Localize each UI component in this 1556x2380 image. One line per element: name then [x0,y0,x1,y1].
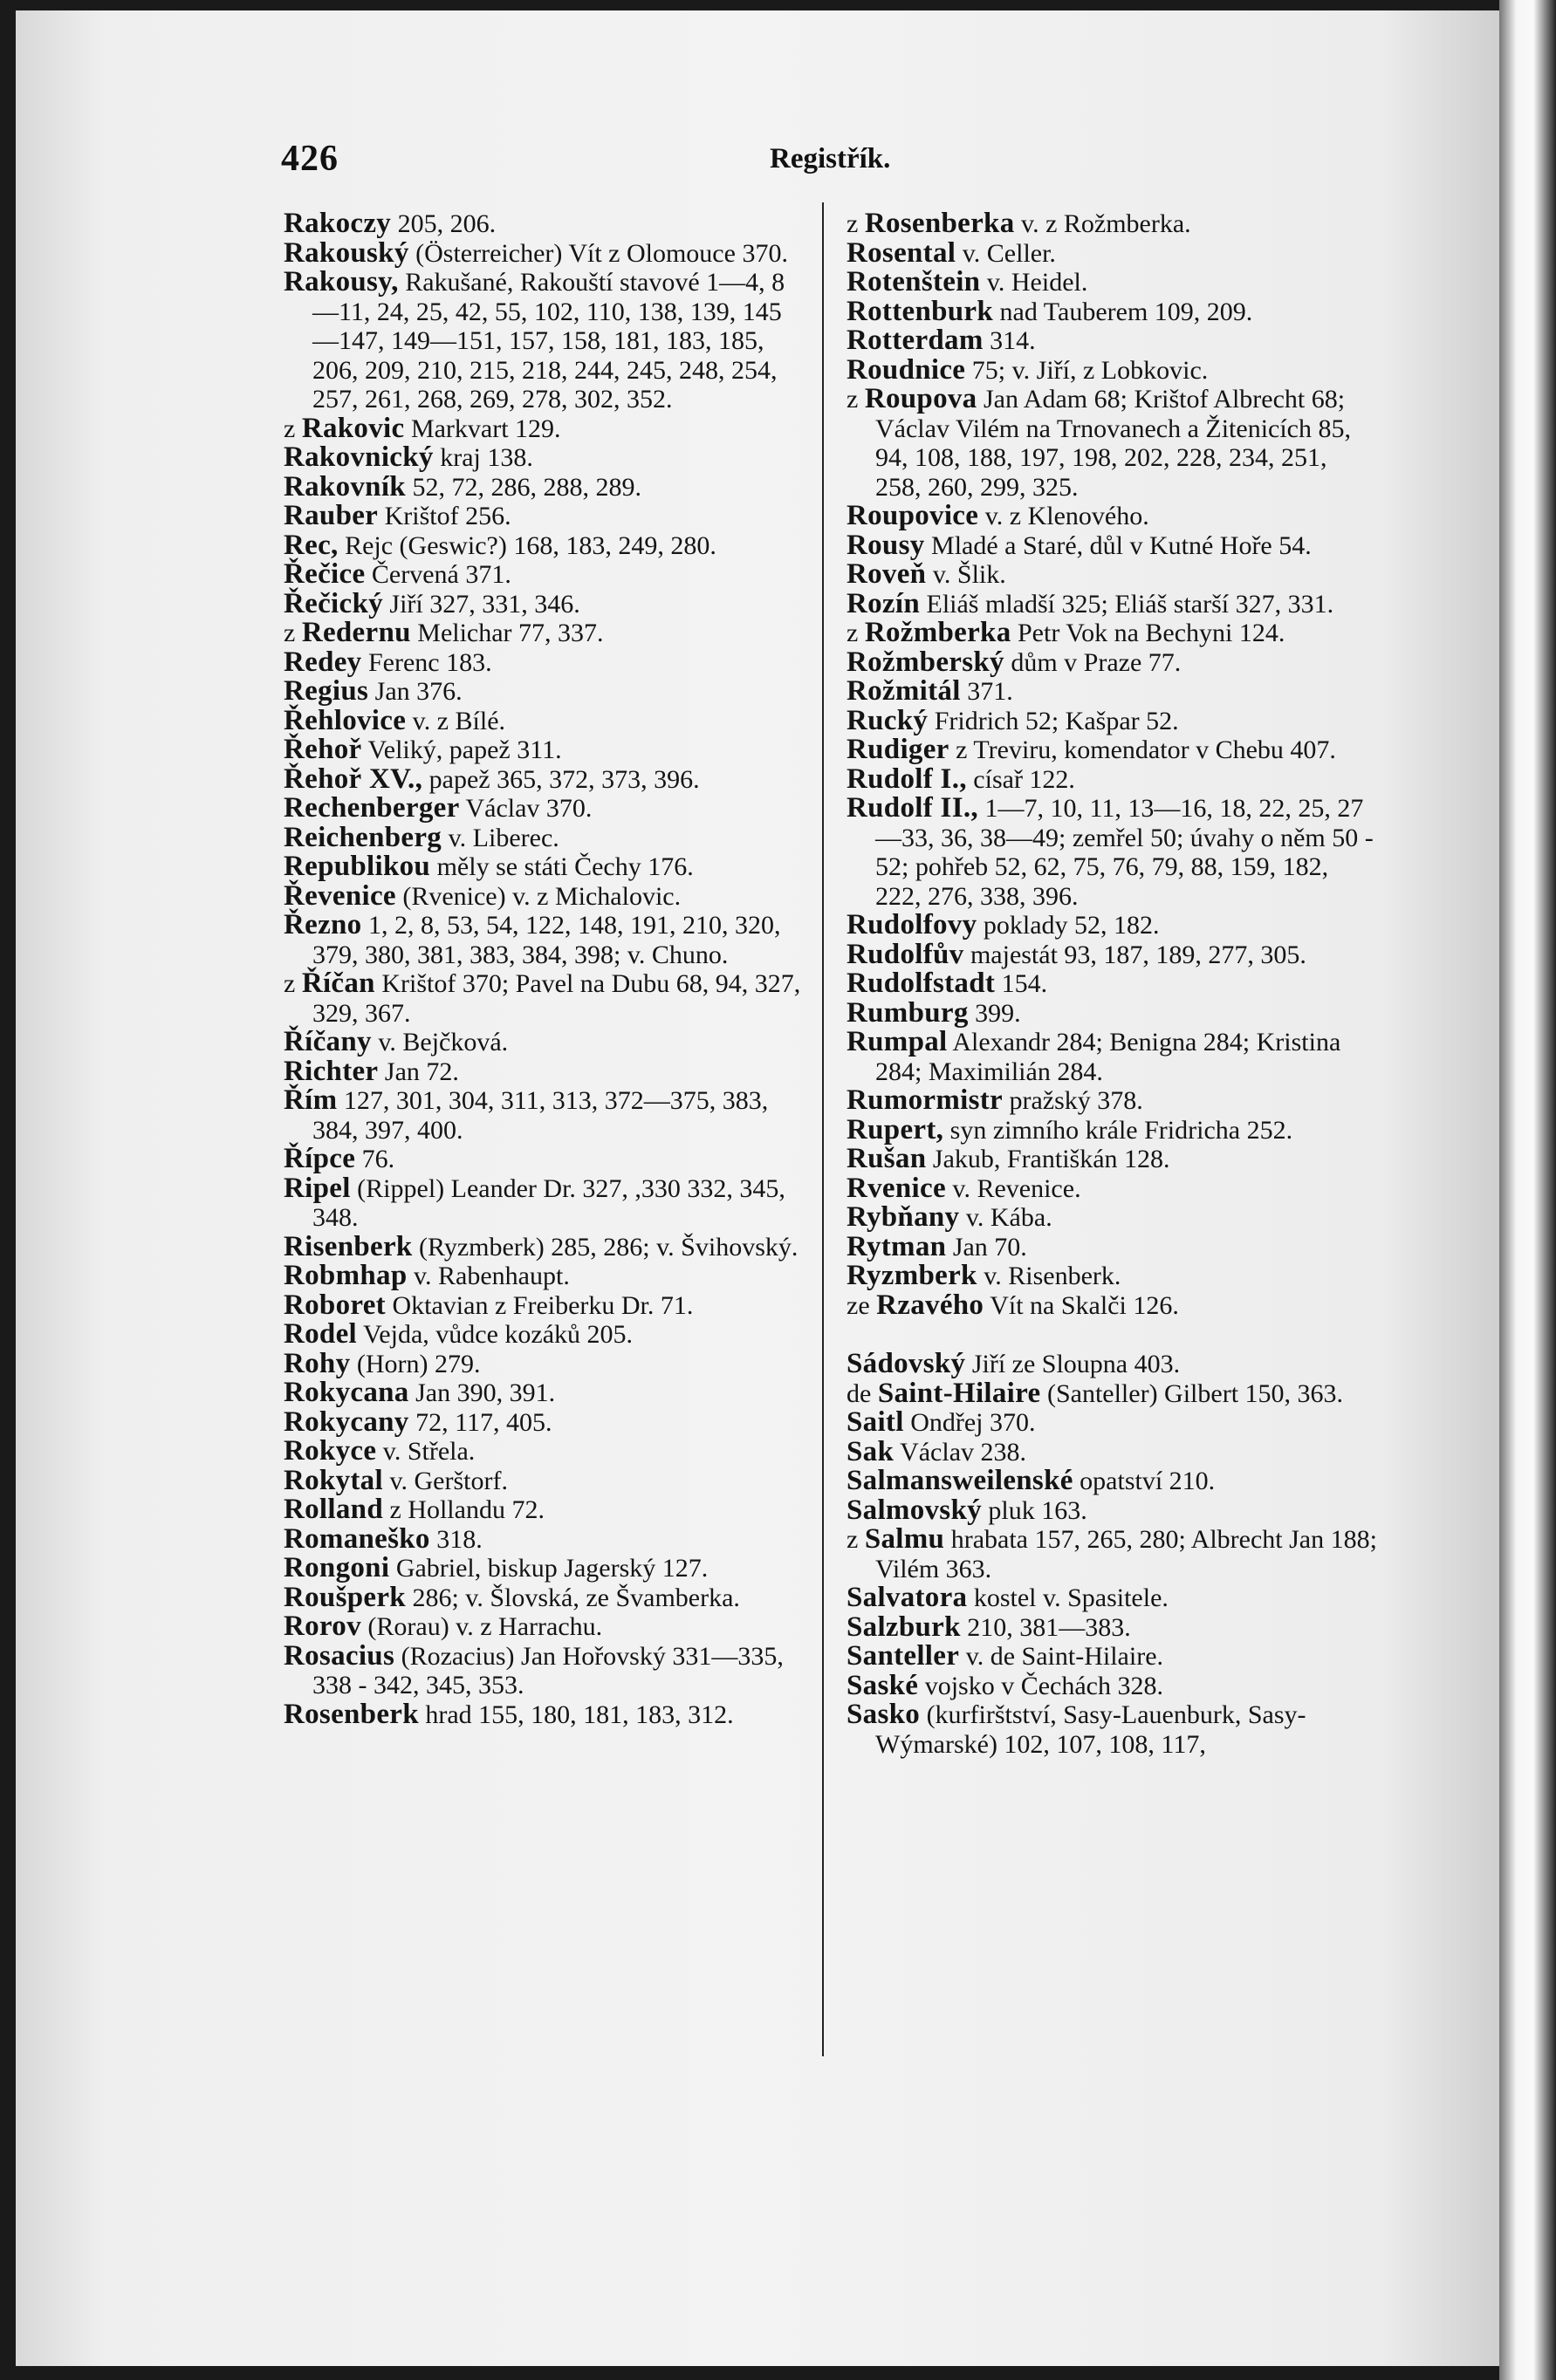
entry-references: v. Kába. [959,1203,1052,1232]
entry-headword: Rakoczy [284,208,392,239]
index-entry [847,560,1379,590]
index-entry [847,648,1379,678]
index-entry [847,1525,1379,1583]
index-entry [284,1554,807,1583]
entry-headword: Rakovic [301,412,405,444]
index-entry [284,1405,807,1438]
index-entry [284,1262,807,1291]
entry-headword: Rolland [284,1494,383,1525]
index-column-right [847,209,1379,1759]
entry-headword: Rožmitál [847,675,961,707]
entry-headword: Redernu [301,617,411,648]
entry-prefix: ze [847,1290,877,1320]
entry-headword: Říčan [301,968,375,999]
entry-headword: Rucký [847,704,929,736]
entry-headword: Salmansweilenské [847,1465,1073,1496]
index-entry [847,704,1379,736]
entry-references: vojsko v Čechách 328. [918,1671,1163,1700]
entry-headword: Saitl [847,1406,904,1438]
entry-headword: Říčany [284,1026,372,1057]
index-entry [284,1320,807,1350]
index-entry [847,209,1379,239]
index-entry [284,879,807,912]
entry-references: Veliký, papež 311. [361,735,562,764]
entry-prefix: z [847,619,865,647]
entry-references: Rakušané, Rakouští stavové 1—4, 8—11, 24, 25, 42, 55, 102, 110, 138, 139, 145—147, 149—151, 157, 158, 181, 183, 185, 206, 209, 210, 215, 218, 244, 245, 248, 254, 257, 261, 268, 269, 278, 302, 352. [312,268,785,414]
running-title: Registřík. [770,143,891,174]
entry-references: 154. [995,969,1048,998]
entry-headword: Salmu [864,1523,945,1555]
entry-references: Jakub, Františkán 128. [926,1145,1170,1173]
index-entry [284,268,807,414]
index-entry [847,996,1379,1029]
index-entry [284,414,807,444]
entry-headword: Saint-Hilaire [877,1377,1041,1409]
entry-headword: Řím [284,1084,338,1116]
index-entry [284,1174,807,1233]
index-entry [847,1350,1379,1379]
entry-references: 371. [960,677,1013,706]
entry-headword: Rechenberger [284,792,460,824]
entry-headword: Rotterdam [847,325,984,356]
entry-headword: Santeller [847,1640,960,1672]
index-entry [284,1230,807,1262]
entry-prefix: de [847,1378,878,1408]
index-column-left [284,209,807,1729]
entry-references: (Horn) 279. [350,1349,481,1378]
entry-headword: Rakouský [284,236,409,269]
index-entry [284,1700,807,1730]
entry-headword: Rakovník [284,470,406,503]
entry-references: (Rozacius) Jan Hořovský 331—335, 338 - 342, 345, 353. [312,1641,784,1700]
entry-references: pluk 163. [981,1495,1087,1525]
entry-headword: Rakousy, [284,266,399,298]
entry-prefix: z [284,969,302,998]
index-entry [847,1379,1379,1409]
entry-headword: Rumormistr [847,1084,1003,1116]
index-entry [284,704,807,736]
entry-headword: Risenberk [284,1230,413,1262]
entry-headword: Rec, [284,529,339,561]
entry-headword: Roupova [864,383,977,414]
entry-headword: Salzburk [847,1611,961,1643]
index-entry [847,735,1379,765]
index-entry [284,1639,807,1700]
entry-references: syn zimního krále Fridricha 252. [943,1115,1293,1145]
index-entry [847,1086,1379,1116]
index-entry [847,1642,1379,1672]
entry-headword: Sak [847,1435,895,1467]
entry-references: poklady 52, 182. [977,911,1160,940]
entry-headword: Roveň [847,558,927,590]
entry-references: 76. [355,1145,395,1173]
entry-references: Rejc (Geswic?) 168, 183, 249, 280. [338,530,716,560]
index-entry [284,1583,807,1613]
entry-references: (Rvenice) v. z Michalovic. [395,881,682,911]
index-entry [847,1145,1379,1174]
entry-references: císař 122. [966,764,1075,794]
entry-headword: Rousy [847,529,925,561]
index-entry [847,940,1379,970]
index-entry [847,531,1379,561]
index-entry [284,1145,807,1174]
index-entry [847,502,1379,531]
entry-references: (kurfirštství, Sasy-Lauenburk, Sasy-Wýmarské) 102, 107, 108, 117, [875,1700,1306,1759]
index-entry [847,1613,1379,1643]
entry-references: z Treviru, komendator v Chebu 407. [949,735,1336,764]
entry-references: (Österreicher) Vít z Olomouce 370. [408,238,788,268]
entry-references: v. z Rožmberka. [1014,209,1191,238]
index-entry [847,295,1379,327]
column-divider [822,202,824,2056]
entry-references: Fridrich 52; Kašpar 52. [928,706,1179,735]
scan-edge-strip [1499,0,1556,2380]
index-entry [284,1347,807,1379]
entry-headword: Rokytal [284,1464,383,1496]
index-entry [847,911,1379,940]
entry-headword: Rosenberka [864,208,1015,239]
entry-references: 318. [429,1524,483,1554]
entry-references: 399. [968,998,1021,1028]
entry-headword: Řečický [284,587,383,619]
index-entry [284,502,807,531]
entry-references: hrabata 157, 265, 280; Albrecht Jan 188; Vilém 363. [875,1525,1377,1583]
entry-headword: Ripel [284,1172,351,1204]
entry-headword: Roboret [284,1289,386,1321]
entry-headword: Romaneško [284,1522,430,1555]
entry-headword: Rumpal [847,1026,948,1057]
entry-references: 52, 72, 286, 288, 289. [405,472,641,502]
entry-headword: Rongoni [284,1552,390,1583]
entry-references: měly se státi Čechy 176. [430,852,694,881]
entry-headword: Řípce [284,1143,356,1174]
entry-headword: Rosental [847,236,956,269]
entry-headword: Rorov [284,1611,361,1642]
index-entry [284,236,807,269]
entry-references: Oktavian z Freiberku Dr. 71. [385,1290,694,1320]
entry-references: (Rippel) Leander Dr. 327, ,330 332, 345, 348. [312,1173,785,1232]
index-entry [847,765,1379,795]
entry-headword: Řehoř [284,734,362,765]
index-entry [284,1086,807,1145]
entry-references: Jiří ze Sloupna 403. [965,1350,1181,1378]
entry-headword: Robmhap [284,1260,408,1291]
entry-headword: Řehoř XV., [284,763,423,795]
index-entry [284,209,807,239]
entry-references: hrad 155, 180, 181, 183, 312. [418,1700,734,1729]
index-entry [284,794,807,824]
index-entry [847,1669,1379,1701]
index-entry [284,1437,807,1467]
entry-references: 205, 206. [391,209,497,238]
entry-references: Krištof 370; Pavel na Dubu 68, 94, 327, 329, 367. [312,969,801,1028]
entry-references: v. Liberec. [442,823,559,852]
index-entry [847,677,1379,707]
entry-references: (Ryzmberk) 285, 286; v. Švihovský. [412,1232,799,1262]
entry-headword: Rumburg [847,996,969,1029]
index-entry [847,1291,1379,1321]
index-entry [847,1203,1379,1233]
index-entry [847,1435,1379,1467]
entry-references: opatství 210. [1073,1467,1216,1495]
index-entry [284,969,807,1028]
entry-headword: Rottenburk [847,295,994,327]
entry-references: v. Heidel. [980,268,1088,297]
index-entry [847,1113,1379,1146]
entry-references: v. Bejčková. [371,1028,509,1057]
entry-headword: Řehlovice [284,704,407,736]
index-entry [847,326,1379,356]
index-entry [284,677,807,707]
index-entry [284,1522,807,1555]
entry-headword: Rudolf II., [847,792,978,824]
entry-references: v. Celler. [956,238,1056,268]
entry-references: 75; v. Jiří, z Lobkovic. [965,355,1209,385]
index-entry [847,969,1379,999]
entry-headword: Roupovice [847,500,979,531]
index-entry [847,1230,1379,1262]
index-entry [847,385,1379,502]
entry-references: v. Střela. [376,1437,476,1466]
entry-references: 72, 117, 405. [408,1407,552,1437]
entry-headword: Sasko [847,1699,921,1730]
entry-prefix: z [847,385,865,414]
entry-references: nad Tauberem 109, 209. [993,297,1253,326]
entry-headword: Regius [284,675,369,707]
entry-references: kraj 138. [433,443,533,472]
entry-headword: Republikou [284,851,431,882]
entry-references: Václav 238. [894,1437,1027,1467]
entry-references: Jan 390, 391. [408,1378,556,1407]
entry-references: Alexandr 284; Benigna 284; Kristina 284; Maximilián 284. [875,1028,1341,1086]
entry-references: v. Šlik. [926,560,1006,589]
entry-headword: Rokycana [284,1377,409,1408]
entry-references: pražský 378. [1002,1086,1143,1115]
index-entry [284,619,807,648]
entry-references: Jan 70. [946,1232,1027,1262]
page-header [281,138,1372,190]
entry-headword: Richter [284,1055,379,1087]
entry-references: 314. [983,326,1036,355]
index-entry [847,619,1379,648]
index-entry [284,1057,807,1087]
entry-headword: Rožmberka [864,617,1011,648]
entry-references: v. Gerštorf. [382,1466,508,1495]
entry-headword: Rudolfovy [847,909,977,940]
entry-headword: Rosacius [284,1639,395,1672]
index-entry [284,852,807,882]
entry-prefix: z [284,414,302,443]
entry-references: Krištof 256. [378,502,511,530]
entry-headword: Rudiger [847,734,949,765]
entry-references: v. Revenice. [945,1173,1081,1203]
index-entry [847,1262,1379,1291]
index-entry [284,1291,807,1321]
entry-headword: Rosenberk [284,1698,419,1730]
entry-references: v. Risenberk. [977,1262,1121,1290]
entry-headword: Salvatora [847,1582,968,1613]
entry-headword: Rvenice [847,1172,946,1204]
entry-headword: Reichenberg [284,821,442,853]
entry-headword: Redey [284,646,362,678]
entry-references: 286; v. Šlovská, ze Švamberka. [405,1583,740,1612]
index-entry [284,1028,807,1057]
entry-headword: Saské [847,1669,919,1701]
index-entry [284,911,807,969]
entry-headword: Rokyce [284,1435,377,1467]
entry-headword: Rauber [284,500,379,531]
entry-references: v. z Bílé. [406,706,506,735]
entry-headword: Rupert, [847,1113,944,1146]
entry-references: Vít na Skalči 126. [984,1290,1179,1320]
entry-headword: Roušperk [284,1581,406,1613]
entry-references: papež 365, 372, 373, 396. [422,764,700,794]
entry-references: v. Rabenhaupt. [407,1262,570,1290]
entry-references: 210, 381—383. [960,1612,1131,1642]
entry-headword: Rokycany [284,1405,409,1438]
entry-headword: Rudolfstadt [847,968,996,999]
entry-headword: Rodel [284,1318,357,1350]
entry-headword: Rozín [847,587,920,619]
index-entry [284,587,807,619]
section-gap [847,1320,1379,1350]
index-entry [847,236,1379,269]
index-entry [847,1583,1379,1613]
index-entry [284,765,807,795]
entry-headword: Rotenštein [847,266,981,298]
entry-references: majestát 93, 187, 189, 277, 305. [963,940,1306,969]
index-entry [284,735,807,765]
entry-references: 127, 301, 304, 311, 313, 372—375, 383, 384, 397, 400. [312,1086,769,1145]
entry-references: Jiří 327, 331, 346. [382,589,580,619]
entry-references: Jan Adam 68; Krištof Albrecht 68; Václav Vilém na Trnovanech a Žitenicích 85, 94, 108, 188, 197, 198, 202, 228, 234, 251, 258, 260, 299, 325. [875,385,1351,502]
entry-headword: Řečice [284,558,366,590]
index-entry [284,1464,807,1496]
index-entry [847,1496,1379,1526]
entry-headword: Sádovský [847,1348,966,1379]
index-entry [284,443,807,473]
entry-headword: Salmovský [847,1494,982,1526]
entry-references: Ferenc 183. [361,647,492,677]
index-entry [284,470,807,503]
entry-references: dům v Praze 77. [1004,647,1182,677]
entry-headword: Rakovnický [284,441,434,473]
page-number: 426 [281,139,339,179]
index-entry [284,821,807,853]
entry-headword: Rybňany [847,1201,960,1233]
entry-headword: Rohy [284,1347,351,1379]
entry-references: Mladé a Staré, důl v Kutné Hoře 54. [924,530,1312,560]
entry-headword: Rytman [847,1230,947,1262]
entry-prefix: z [284,619,302,647]
index-entry [847,353,1379,386]
index-entry [847,1700,1379,1759]
index-entry [847,1467,1379,1496]
entry-references: kostel v. Spasitele. [967,1583,1169,1612]
entry-references: Petr Vok na Bechyni 124. [1011,619,1285,647]
entry-references: Melichar 77, 337. [410,619,604,647]
index-entry [847,1408,1379,1438]
entry-references: Červená 371. [365,560,511,589]
entry-references: z Hollandu 72. [382,1495,545,1524]
entry-references: 1, 2, 8, 53, 54, 122, 148, 191, 210, 320, 379, 380, 381, 383, 384, 398; v. Chuno. [312,911,781,969]
entry-headword: Řezno [284,909,362,940]
entry-references: Jan 72. [378,1057,459,1086]
entry-references: Gabriel, biskup Jagerský 127. [389,1554,709,1583]
entry-headword: Rušan [847,1143,927,1174]
entry-references: Markvart 129. [404,414,561,443]
index-entry [284,1612,807,1642]
entry-references: Václav 370. [459,794,593,823]
index-entry [847,794,1379,911]
entry-headword: Rudolf I., [847,763,967,795]
entry-references: 1—7, 10, 11, 13—16, 18, 22, 25, 27—33, 36, 38—49; zemřel 50; úvahy o něm 50 - 52; pohřeb 52, 62, 75, 76, 79, 88, 159, 182, 222, 276, 338, 396. [875,794,1374,911]
entry-references: (Rorau) v. z Harrachu. [360,1612,603,1641]
index-entry [847,268,1379,298]
entry-headword: Rudolfův [847,938,964,970]
entry-references: v. z Klenového. [978,502,1149,530]
entry-prefix: z [847,1525,865,1554]
index-entry [847,1174,1379,1204]
entry-headword: Řevenice [284,879,396,912]
index-entry [284,1495,807,1525]
entry-headword: Ryzmberk [847,1260,977,1291]
entry-references: Jan 376. [368,677,463,706]
index-entry [284,560,807,590]
entry-prefix: z [847,209,865,238]
entry-references: Vejda, vůdce kozáků 205. [357,1320,634,1349]
index-entry [847,587,1379,619]
entry-references: Ondřej 370. [903,1408,1036,1437]
index-entry [847,1028,1379,1086]
entry-headword: Rožmberský [847,646,1004,678]
entry-references: (Santeller) Gilbert 150, 363. [1040,1378,1344,1408]
index-entry [284,531,807,561]
entry-references: v. de Saint-Hilaire. [959,1642,1164,1671]
entry-headword: Roudnice [847,353,966,386]
entry-references: Eliáš mladší 325; Eliáš starší 327, 331. [920,589,1334,619]
index-entry [284,648,807,678]
index-entry [284,1378,807,1408]
entry-headword: Rzavého [876,1289,984,1321]
